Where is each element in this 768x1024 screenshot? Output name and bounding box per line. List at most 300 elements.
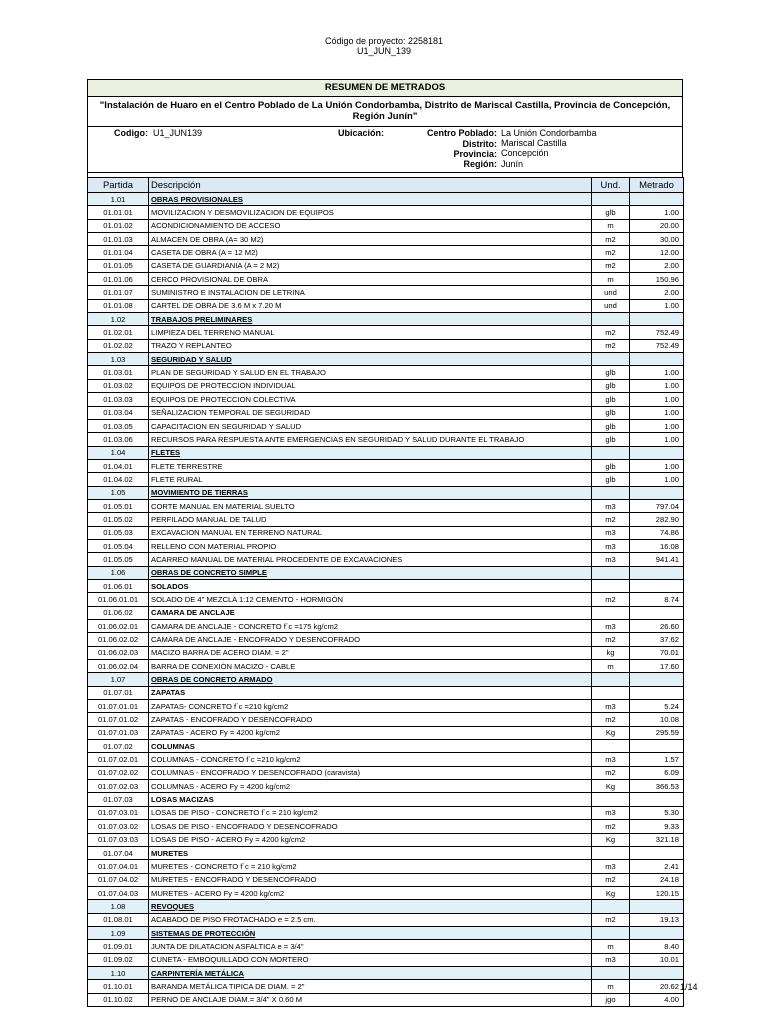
partida-cell: 01.07.02 [88,740,149,753]
partida-cell: 01.01.02 [88,219,149,232]
col-und: Und. [592,178,630,193]
partida-cell: 01.07.03.01 [88,806,149,819]
table-row [88,726,684,739]
metrado-cell: 2.41 [630,860,684,873]
partida-cell: 01.03.01 [88,366,149,379]
metrado-cell: 941.41 [630,553,684,566]
subsection-row [88,740,684,753]
partida-cell: 1.07 [88,673,149,686]
und-cell: glb [592,206,630,219]
und-cell: m3 [592,499,630,512]
und-cell [592,446,630,459]
table-row [88,366,684,379]
und-cell [592,926,630,939]
descripcion-cell: CARPINTERÍA METÁLICA [149,966,592,979]
und-cell: m3 [592,953,630,966]
partida-cell: 01.01.07 [88,286,149,299]
table-row [88,459,684,472]
metrado-cell [630,793,684,806]
descripcion-cell: MURETES - ENCOFRADO Y DESENCOFRADO [149,873,592,886]
table-row [88,780,684,793]
subsection-row [88,686,684,699]
descripcion-cell: RECURSOS PARA RESPUESTA ANTE EMERGENCIAS EN SEGURIDAD Y SALUD DURANTE EL TRABAJO [149,433,592,446]
und-cell: m3 [592,860,630,873]
table-row [88,700,684,713]
partida-cell: 1.09 [88,926,149,939]
table-row [88,713,684,726]
section-row [88,486,684,499]
metrado-cell [630,846,684,859]
table-row [88,286,684,299]
und-cell: Kg [592,726,630,739]
table-row [88,299,684,312]
partida-cell: 01.06.02.02 [88,633,149,646]
partida-cell: 01.02.01 [88,326,149,339]
partida-cell: 1.06 [88,566,149,579]
table-row [88,326,684,339]
table-row [88,433,684,446]
und-cell: m [592,940,630,953]
section-row [88,926,684,939]
descripcion-cell: LOSAS MACIZAS [149,793,592,806]
col-descripcion: Descripción [149,178,592,193]
partida-cell: 01.05.01 [88,499,149,512]
partida-cell: 01.03.05 [88,419,149,432]
metrado-cell: 366.53 [630,780,684,793]
table-row [88,553,684,566]
table-row [88,393,684,406]
descripcion-cell: ACABADO DE PISO FROTACHADO e = 2.5 cm. [149,913,592,926]
und-cell: m [592,980,630,993]
descripcion-cell: MURETES - CONCRETO f´c = 210 kg/cm2 [149,860,592,873]
partida-cell: 1.10 [88,966,149,979]
partida-cell: 01.03.06 [88,433,149,446]
col-metrado: Metrado [630,178,684,193]
descripcion-cell: MOVIMIENTO DE TIERRAS [149,486,592,499]
descripcion-cell: SEÑALIZACION TEMPORAL DE SEGURIDAD [149,406,592,419]
partida-cell: 01.07.02.01 [88,753,149,766]
metrado-cell: 1.00 [630,406,684,419]
und-cell [592,579,630,592]
partida-cell: 01.01.06 [88,273,149,286]
und-cell: m2 [592,713,630,726]
table-row [88,633,684,646]
descripcion-cell: SUMINISTRO E INSTALACION DE LETRINA [149,286,592,299]
metrado-cell: 8.74 [630,593,684,606]
provincia-label: Provincia: [453,149,497,159]
partida-cell: 01.01.04 [88,246,149,259]
partida-cell: 01.07.01 [88,686,149,699]
table-row [88,593,684,606]
und-cell: m3 [592,553,630,566]
subsection-row [88,793,684,806]
metrado-cell: 16.08 [630,539,684,552]
partida-cell: 1.02 [88,313,149,326]
und-cell: m3 [592,539,630,552]
table-row [88,273,684,286]
metrado-cell [630,673,684,686]
table-row [88,406,684,419]
und-cell: kg [592,646,630,659]
partida-cell: 01.03.02 [88,379,149,392]
descripcion-cell: LIMPIEZA DEL TERRENO MANUAL [149,326,592,339]
metrado-cell: 1.00 [630,366,684,379]
und-cell: m2 [592,873,630,886]
partida-cell: 01.06.01 [88,579,149,592]
und-cell: m2 [592,820,630,833]
und-cell: m2 [592,326,630,339]
partida-cell: 01.07.04.01 [88,860,149,873]
codigo-value: U1_JUN139 [153,128,203,138]
descripcion-cell: CAMARA DE ANCLAJE [149,606,592,619]
table-row [88,620,684,633]
partida-cell: 01.06.02.04 [88,660,149,673]
descripcion-cell: LOSAS DE PISO - ACERO Fy = 4200 kg/cm2 [149,833,592,846]
table-row [88,913,684,926]
descripcion-cell: ZAPATAS [149,686,592,699]
descripcion-cell: LOSAS DE PISO - CONCRETO f´c = 210 kg/cm2 [149,806,592,819]
und-cell: m3 [592,700,630,713]
table-row [88,539,684,552]
und-cell [592,900,630,913]
partida-cell: 01.04.01 [88,459,149,472]
project-name: "Instalación de Huaro en el Centro Poblado de La Unión Condorbamba, Distrito de Mariscal Castilla, Provincia de Concepción, Región Junín" [87,97,683,127]
subsection-row [88,846,684,859]
table-row [88,473,684,486]
info-box [87,127,683,173]
und-cell [592,193,630,206]
metrado-cell [630,486,684,499]
und-cell: Kg [592,886,630,899]
sheet-title: RESUMEN DE METRADOS [87,79,683,97]
table-row [88,820,684,833]
descripcion-cell: COLUMNAS - CONCRETO f´c =210 kg/cm2 [149,753,592,766]
table-row [88,526,684,539]
und-cell: m2 [592,259,630,272]
metrados-table [87,177,684,1007]
partida-cell: 01.03.03 [88,393,149,406]
descripcion-cell: BARRA DE CONEXIÓN MACIZO - CABLE [149,660,592,673]
und-cell: m2 [592,246,630,259]
partida-cell: 01.01.03 [88,233,149,246]
und-cell: Kg [592,780,630,793]
descripcion-cell: EQUIPOS DE PROTECCION COLECTIVA [149,393,592,406]
metrado-cell: 1.00 [630,206,684,219]
und-cell: m3 [592,753,630,766]
partida-cell: 01.09.01 [88,940,149,953]
descripcion-cell: PLAN DE SEGURIDAD Y SALUD EN EL TRABAJO [149,366,592,379]
metrado-cell: 10.08 [630,713,684,726]
und-cell: m2 [592,513,630,526]
und-cell: m3 [592,620,630,633]
metrado-cell: 1.00 [630,299,684,312]
table-row [88,886,684,899]
metrado-cell: 295.59 [630,726,684,739]
table-row [88,499,684,512]
metrado-cell: 2.00 [630,259,684,272]
page-number: 1/14 [680,982,698,992]
partida-cell: 1.04 [88,446,149,459]
table-row [88,233,684,246]
metrado-cell: 797.04 [630,499,684,512]
metrado-cell [630,926,684,939]
partida-cell: 01.07.02.03 [88,780,149,793]
metrados-sheet [87,79,683,1007]
metrado-cell: 1.00 [630,379,684,392]
metrado-cell: 30.00 [630,233,684,246]
region-label: Región: [463,159,497,169]
descripcion-cell: ZAPATAS - ENCOFRADO Y DESENCOFRADO [149,713,592,726]
partida-cell: 01.07.04 [88,846,149,859]
descripcion-cell: SOLADO DE 4" MEZCLA 1:12 CEMENTO - HORMIGÓN [149,593,592,606]
table-row [88,660,684,673]
metrado-cell: 2.00 [630,286,684,299]
centro-poblado-label: Centro Poblado: [427,128,497,138]
und-cell [592,793,630,806]
partida-cell: 01.06.02 [88,606,149,619]
table-row [88,873,684,886]
descripcion-cell: CAMARA DE ANCLAJE - CONCRETO f´c =175 kg/cm2 [149,620,592,633]
distrito-label: Distrito: [462,139,497,149]
metrado-cell: 70.01 [630,646,684,659]
table-row [88,646,684,659]
partida-cell: 01.02.02 [88,339,149,352]
partida-cell: 01.07.04.02 [88,873,149,886]
table-row [88,953,684,966]
und-cell [592,486,630,499]
und-cell: glb [592,459,630,472]
metrado-cell: 1.57 [630,753,684,766]
und-cell: m3 [592,806,630,819]
partida-cell: 01.08.01 [88,913,149,926]
metrado-cell [630,193,684,206]
descripcion-cell: ALMACEN DE OBRA (A= 30 M2) [149,233,592,246]
table-row [88,766,684,779]
partida-cell: 01.07.03.02 [88,820,149,833]
table-row [88,379,684,392]
und-cell: glb [592,379,630,392]
und-cell: glb [592,473,630,486]
und-cell: m [592,219,630,232]
descripcion-cell: ZAPATAS- CONCRETO f´c =210 kg/cm2 [149,700,592,713]
metrado-cell: 5.30 [630,806,684,819]
descripcion-cell: CORTE MANUAL EN MATERIAL SUELTO [149,499,592,512]
metrado-cell: 321.18 [630,833,684,846]
table-row [88,513,684,526]
partida-cell: 01.03.04 [88,406,149,419]
section-row [88,566,684,579]
metrado-cell: 24.18 [630,873,684,886]
metrado-cell [630,566,684,579]
descripcion-cell: BARANDA METÁLICA TIPICA DE DIAM. = 2" [149,980,592,993]
metrado-cell: 120.15 [630,886,684,899]
section-row [88,966,684,979]
partida-cell: 1.08 [88,900,149,913]
metrado-cell [630,313,684,326]
table-row [88,993,684,1006]
centro-poblado-value: La Unión Condorbamba [501,128,597,138]
und-cell: m [592,660,630,673]
und-cell: Kg [592,833,630,846]
descripcion-cell: ACARREO MANUAL DE MATERIAL PROCEDENTE DE EXCAVACIONES [149,553,592,566]
subsection-row [88,606,684,619]
descripcion-cell: TRABAJOS PRELIMINARES [149,313,592,326]
partida-cell: 01.07.01.03 [88,726,149,739]
metrado-cell [630,606,684,619]
descripcion-cell: SOLADOS [149,579,592,592]
metrado-cell: 17.60 [630,660,684,673]
descripcion-cell: PERNO DE ANCLAJE DIAM.= 3/4" X 0.60 M [149,993,592,1006]
metrado-cell: 20.00 [630,219,684,232]
section-row [88,446,684,459]
metrado-cell [630,446,684,459]
und-cell [592,966,630,979]
metrado-cell: 1.00 [630,433,684,446]
descripcion-cell: MURETES - ACERO Fy = 4200 kg/cm2 [149,886,592,899]
partida-cell: 01.05.04 [88,539,149,552]
metrado-cell: 26.60 [630,620,684,633]
und-cell: jgo [592,993,630,1006]
descripcion-cell: CASETA DE OBRA (A = 12 M2) [149,246,592,259]
metrado-cell: 6.09 [630,766,684,779]
metrado-cell: 752.49 [630,339,684,352]
provincia-value: Concepción [501,148,549,158]
und-cell: glb [592,419,630,432]
descripcion-cell: MACIZO BARRA DE ACERO DIAM. = 2" [149,646,592,659]
descripcion-cell: ACONDICIONAMIENTO DE ACCESO [149,219,592,232]
descripcion-cell: FLETES [149,446,592,459]
metrado-cell: 9.33 [630,820,684,833]
partida-cell: 01.04.02 [88,473,149,486]
und-cell: m2 [592,233,630,246]
und-cell [592,740,630,753]
descripcion-cell: TRAZO Y REPLANTEO [149,339,592,352]
metrado-cell [630,579,684,592]
descripcion-cell: SEGURIDAD Y SALUD [149,353,592,366]
codigo-label: Codigo: [114,128,148,138]
descripcion-cell: CERCO PROVISIONAL DE OBRA [149,273,592,286]
und-cell: m2 [592,593,630,606]
und-cell: und [592,299,630,312]
partida-cell: 01.05.02 [88,513,149,526]
partida-cell: 01.07.02.02 [88,766,149,779]
descripcion-cell: MURETES [149,846,592,859]
table-row [88,940,684,953]
metrado-cell: 1.00 [630,473,684,486]
metrado-cell [630,353,684,366]
und-cell: glb [592,433,630,446]
metrado-cell: 10.01 [630,953,684,966]
table-row [88,833,684,846]
und-cell [592,566,630,579]
partida-cell: 01.07.03 [88,793,149,806]
descripcion-cell: REVOQUES [149,900,592,913]
table-row [88,419,684,432]
partida-cell: 01.05.05 [88,553,149,566]
table-row [88,753,684,766]
descripcion-cell: COLUMNAS - ACERO Fy = 4200 kg/cm2 [149,780,592,793]
partida-cell: 1.01 [88,193,149,206]
und-cell: m [592,273,630,286]
metrado-cell: 150.96 [630,273,684,286]
und-cell [592,686,630,699]
table-row [88,206,684,219]
descripcion-cell: RELLENO CON MATERIAL PROPIO [149,539,592,552]
metrado-cell: 20.62 [630,980,684,993]
descripcion-cell: FLETE RURAL [149,473,592,486]
metrado-cell: 19.13 [630,913,684,926]
header-project-id: U1_JUN_139 [356,46,412,56]
ubicacion-label: Ubicación: [338,128,385,138]
partida-cell: 01.06.02.03 [88,646,149,659]
partida-cell: 01.01.08 [88,299,149,312]
descripcion-cell: COLUMNAS [149,740,592,753]
table-row [88,860,684,873]
metrado-cell: 5.24 [630,700,684,713]
metrado-cell: 4.00 [630,993,684,1006]
partida-cell: 01.06.02.01 [88,620,149,633]
und-cell [592,606,630,619]
descripcion-cell: MOVILIZACION Y DESMOVILIZACION DE EQUIPOS [149,206,592,219]
metrado-cell [630,966,684,979]
partida-cell: 01.01.05 [88,259,149,272]
table-row [88,259,684,272]
table-row [88,219,684,232]
descripcion-cell: OBRAS DE CONCRETO ARMADO [149,673,592,686]
section-row [88,900,684,913]
und-cell [592,313,630,326]
descripcion-cell: EXCAVACION MANUAL EN TERRENO NATURAL [149,526,592,539]
metrado-cell [630,900,684,913]
partida-cell: 01.05.03 [88,526,149,539]
partida-cell: 01.07.03.03 [88,833,149,846]
descripcion-cell: EQUIPOS DE PROTECCION INDIVIDUAL [149,379,592,392]
descripcion-cell: CARTEL DE OBRA DE 3.6 M x 7.20 M [149,299,592,312]
partida-cell: 01.07.01.02 [88,713,149,726]
descripcion-cell: CUNETA - EMBOQUILLADO CON MORTERO [149,953,592,966]
und-cell: glb [592,366,630,379]
und-cell [592,673,630,686]
descripcion-cell: SISTEMAS DE PROTECCIÓN [149,926,592,939]
descripcion-cell: COLUMNAS - ENCOFRADO Y DESENCOFRADO (caravista) [149,766,592,779]
und-cell: glb [592,406,630,419]
descripcion-cell: OBRAS DE CONCRETO SIMPLE [149,566,592,579]
und-cell: glb [592,393,630,406]
metrado-cell [630,740,684,753]
metrado-cell: 8.40 [630,940,684,953]
descripcion-cell: CAPACITACION EN SEGURIDAD Y SALUD [149,419,592,432]
table-header-row [88,178,684,193]
region-value: Junín [501,159,524,169]
distrito-value: Mariscal Castilla [501,138,567,148]
table-row [88,806,684,819]
partida-cell: 01.10.02 [88,993,149,1006]
partida-cell: 01.07.01.01 [88,700,149,713]
descripcion-cell: PERFILADO MANUAL DE TALUD [149,513,592,526]
und-cell: m2 [592,766,630,779]
table-row [88,339,684,352]
section-row [88,313,684,326]
col-partida: Partida [88,178,149,193]
metrado-cell: 282.90 [630,513,684,526]
und-cell: m2 [592,913,630,926]
descripcion-cell: CAMARA DE ANCLAJE - ENCOFRADO Y DESENCOFRADO [149,633,592,646]
section-row [88,673,684,686]
subsection-row [88,579,684,592]
header-project-code: Código de proyecto: 2258181 [324,36,444,46]
metrado-cell: 1.00 [630,419,684,432]
und-cell [592,846,630,859]
